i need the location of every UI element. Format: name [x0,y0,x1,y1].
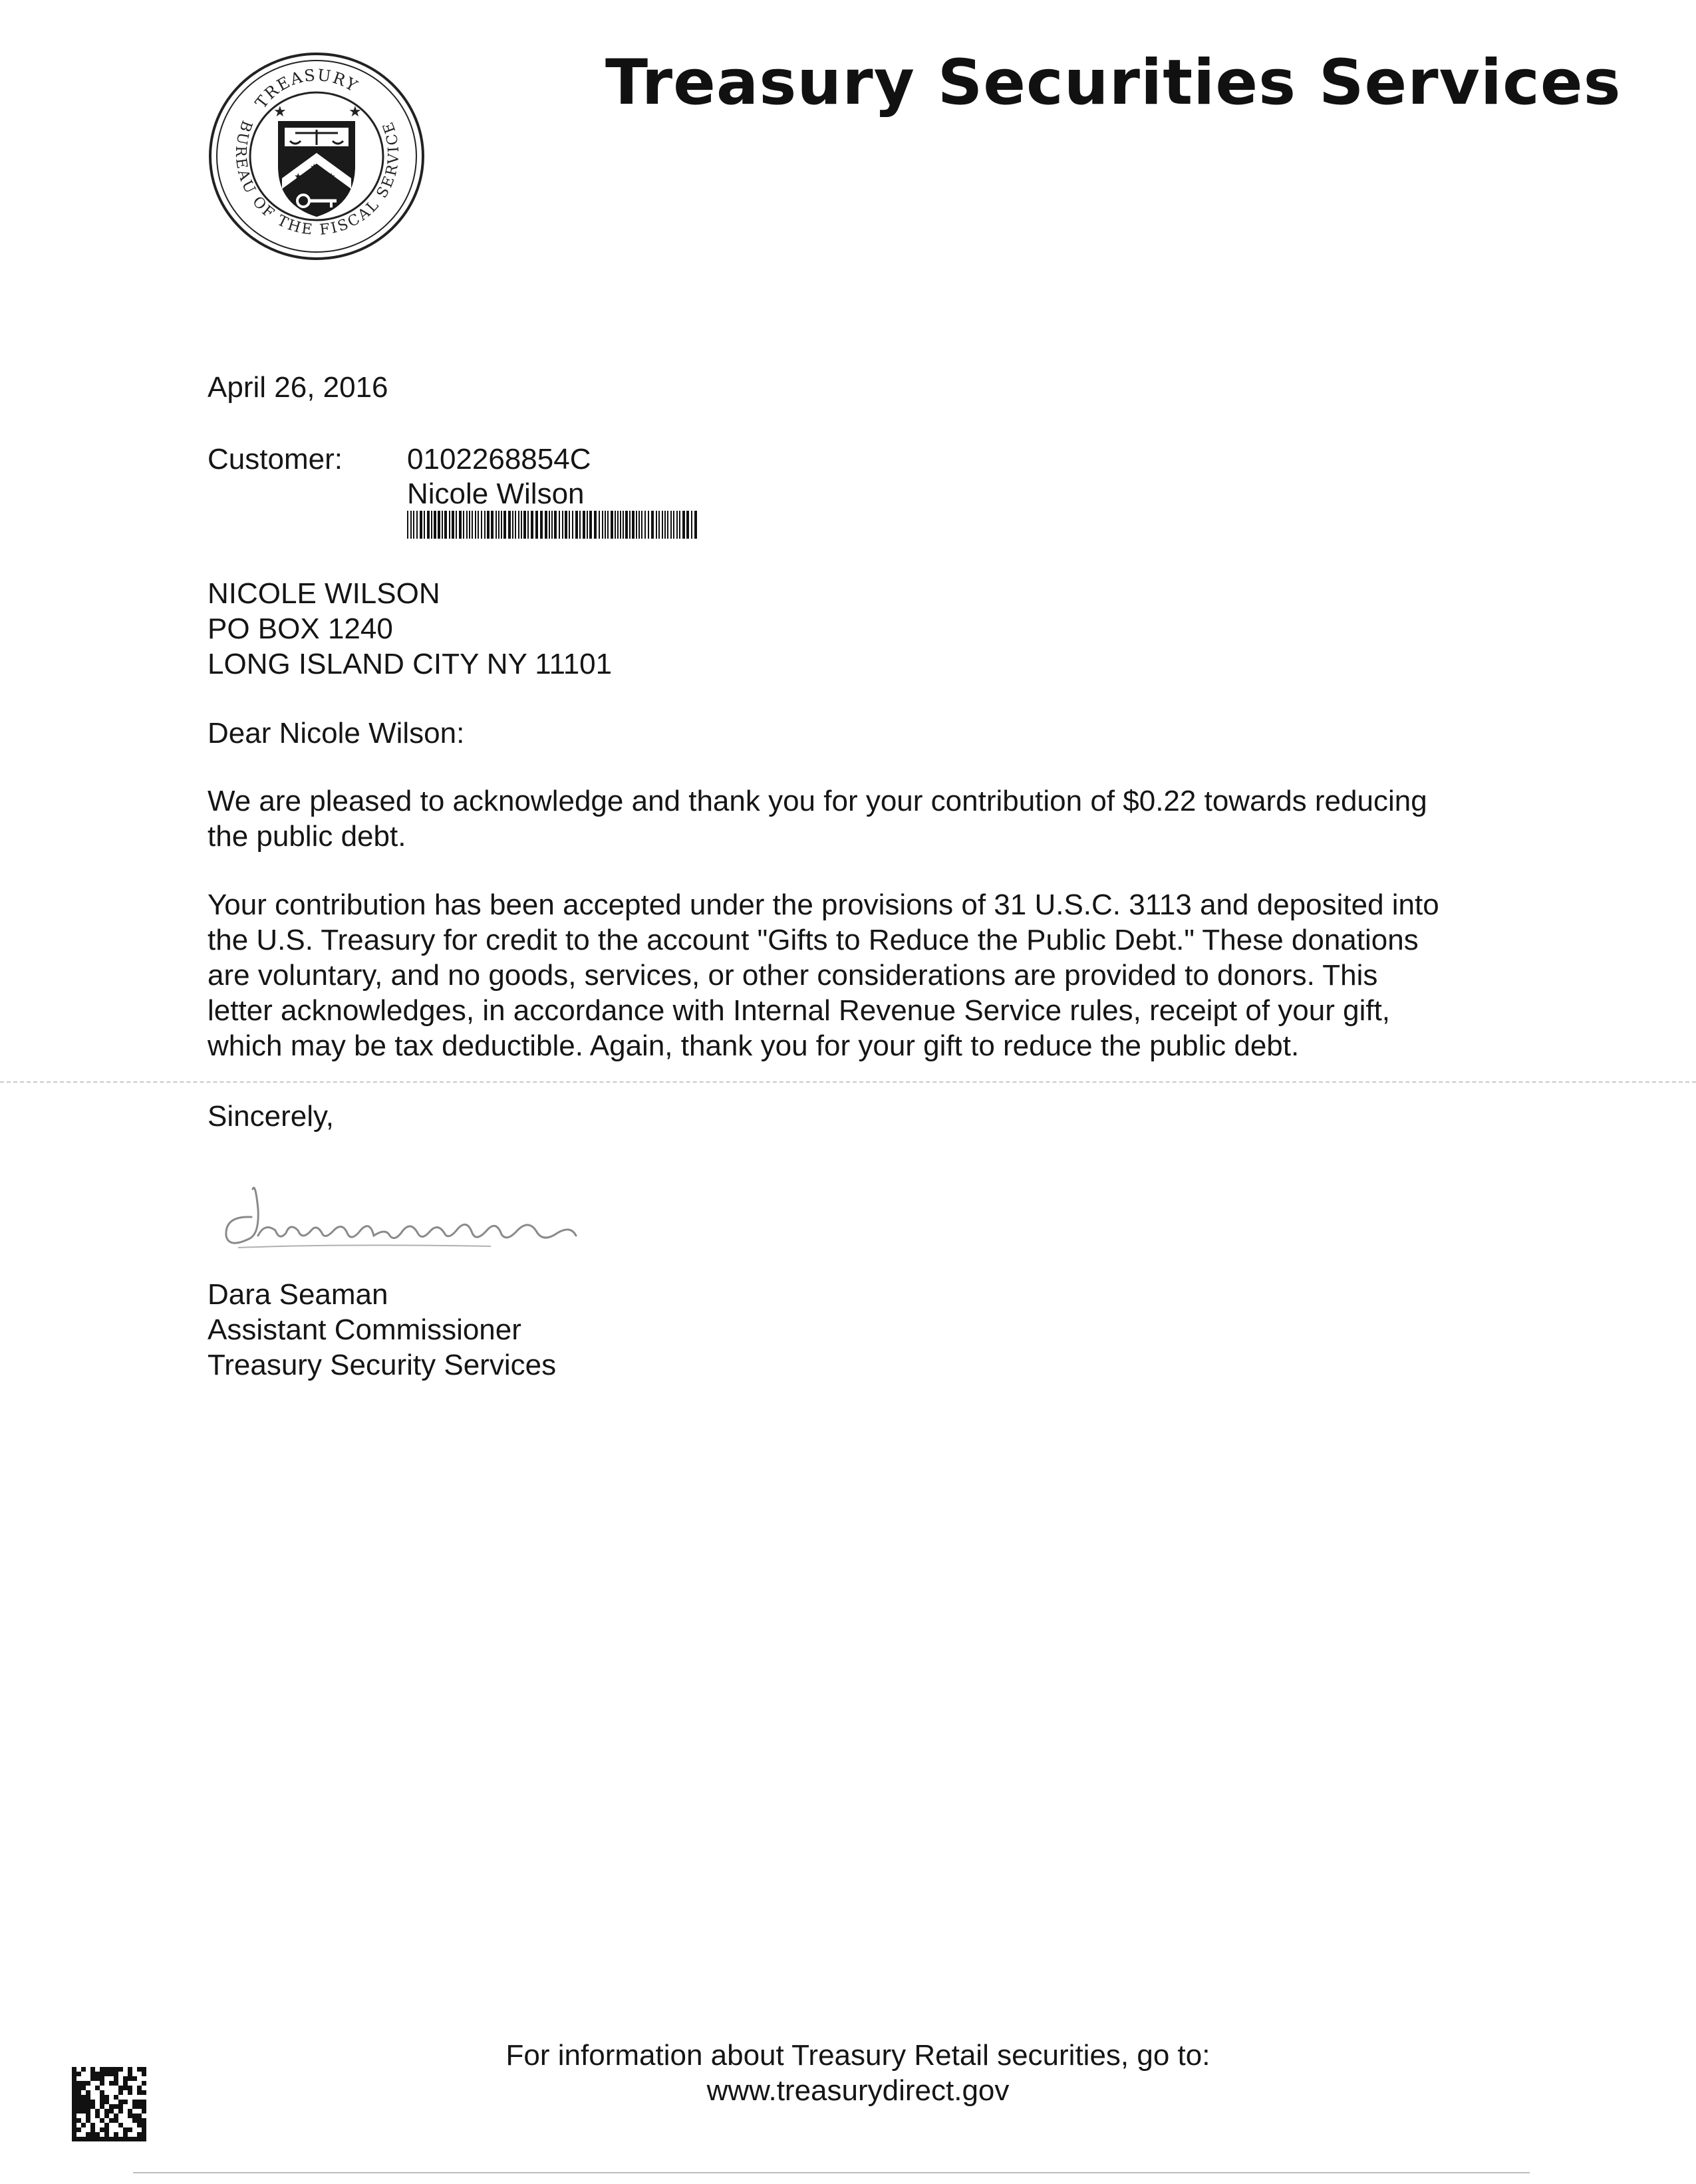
footer-link[interactable]: www.treasurydirect.gov [706,2074,1010,2107]
closing: Sincerely, [208,1100,334,1133]
svg-text:★: ★ [327,171,336,182]
footer-info [459,2038,1257,2108]
svg-text:★: ★ [349,103,362,120]
signer-block [208,1277,556,1383]
treasury-seal-icon [204,47,430,266]
paragraph-line: the public debt. [208,820,406,853]
address-line: LONG ISLAND CITY NY 11101 [208,648,613,680]
page-title: Treasury Securities Services [605,47,1622,119]
customer-name: Nicole Wilson [407,478,585,510]
barcode-icon [407,511,700,539]
svg-text:★: ★ [294,171,303,182]
customer-label: Customer: [208,443,343,476]
qr-code-icon [72,2067,146,2141]
letter-date: April 26, 2016 [208,371,388,404]
customer-id: 0102268854C [407,443,591,476]
salutation: Dear Nicole Wilson: [208,717,465,750]
page-edge [133,2172,1530,2173]
handwritten-signature [212,1169,591,1256]
mailing-address [208,576,612,682]
signer-office: Treasury Security Services [208,1349,557,1381]
paragraph-line: the U.S. Treasury for credit to the account "Gifts to Reduce the Public Debt." These donations [208,924,1419,956]
signer-name: Dara Seaman [208,1278,388,1311]
paragraph-line: Your contribution has been accepted under the provisions of 31 U.S.C. 3113 and deposited into [208,888,1439,921]
seal-ring-text: BUREAU OF THE FISCAL SERVICE [231,118,403,239]
paragraph-line: are voluntary, and no goods, services, or other considerations are provided to donors. This [208,959,1378,992]
fold-line [0,1081,1696,1084]
signer-title: Assistant Commissioner [208,1313,521,1346]
seal-top-text: TREASURY [251,65,362,112]
address-line: PO BOX 1240 [208,613,393,645]
paragraph-provisions [208,887,1531,1063]
paragraph-line: which may be tax deductible. Again, thank you for your gift to reduce the public debt. [208,1029,1300,1062]
paragraph-line: We are pleased to acknowledge and thank you for your contribution of $0.22 towards reducing [208,785,1427,817]
svg-text:★: ★ [310,162,319,172]
svg-text:★: ★ [273,103,287,120]
address-line: NICOLE WILSON [208,577,440,610]
paragraph-acknowledgement [208,783,1531,854]
paragraph-line: letter acknowledges, in accordance with Internal Revenue Service rules, receipt of your gift, [208,994,1391,1027]
footer-line: For information about Treasury Retail securities, go to: [505,2039,1210,2072]
